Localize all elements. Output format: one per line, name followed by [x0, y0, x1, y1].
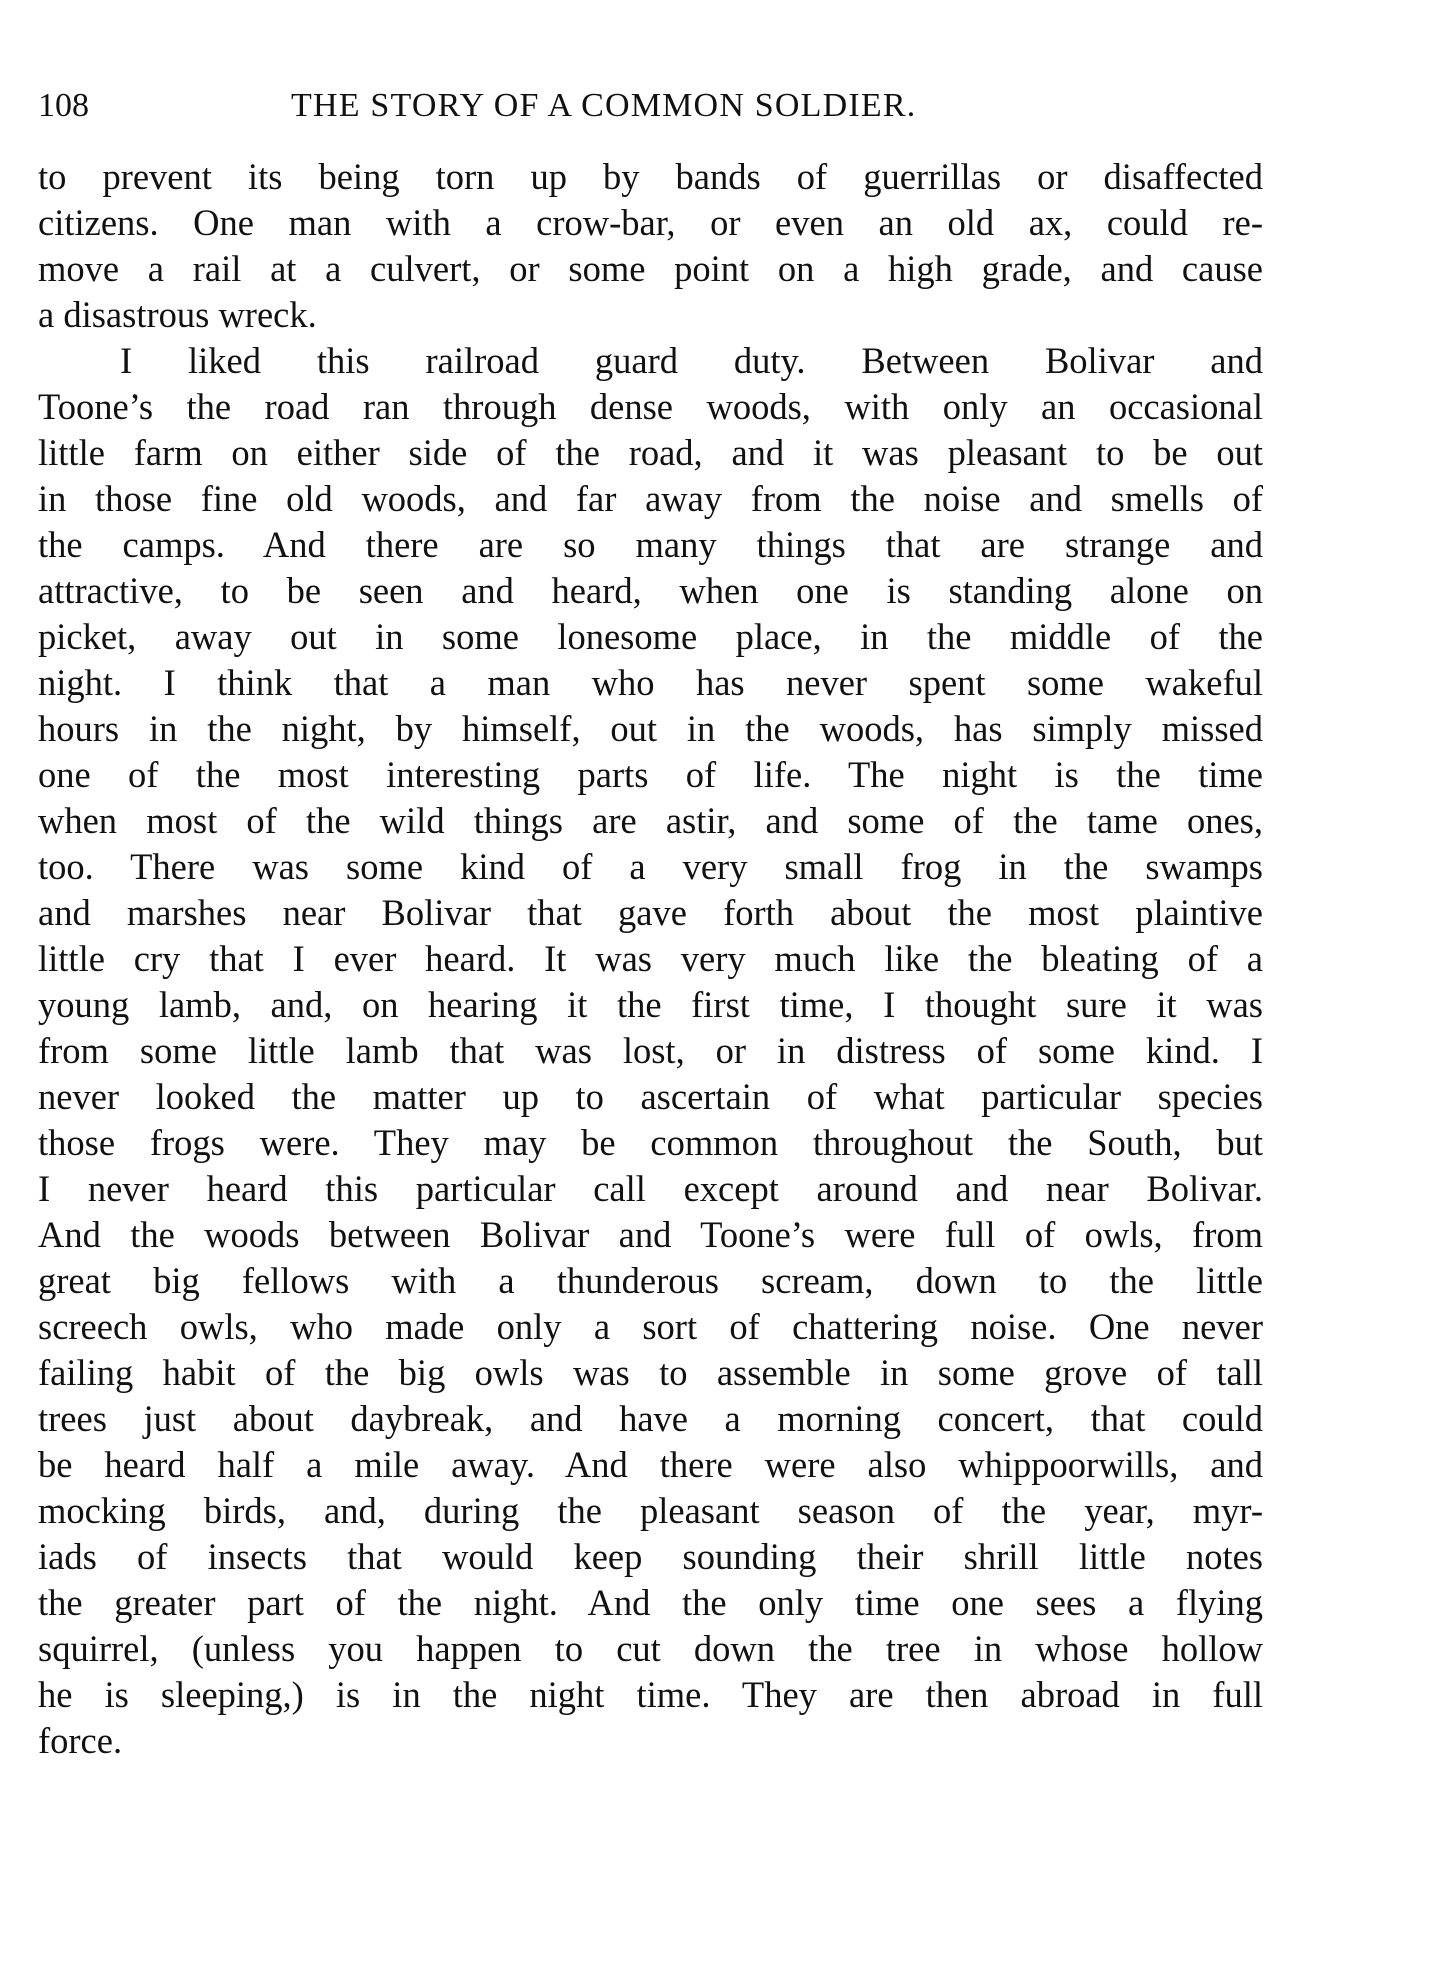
text-line: great big fellows with a thunderous scream, down to the little [38, 1260, 1263, 1301]
text-line: one of the most interesting parts of life. The night is the time [38, 754, 1263, 795]
text-line: those frogs were. They may be common throughout the South, but [38, 1122, 1263, 1163]
text-line: in those fine old woods, and far away from the noise and smells of [38, 478, 1263, 519]
running-head [38, 82, 1263, 130]
text-line: I never heard this particular call except around and near Bolivar. [38, 1168, 1263, 1209]
text-line: mocking birds, and, during the pleasant season of the year, myr- [38, 1490, 1263, 1531]
text-line: little cry that I ever heard. It was very much like the bleating of a [38, 938, 1263, 979]
text-line: force. [38, 1720, 123, 1761]
text-line: too. There was some kind of a very small frog in the swamps [38, 846, 1263, 887]
text-line: trees just about daybreak, and have a morning concert, that could [38, 1398, 1263, 1439]
text-line: iads of insects that would keep sounding their shrill little notes [38, 1536, 1263, 1577]
text-line: picket, away out in some lonesome place, in the middle of the [38, 616, 1263, 657]
text-line: the camps. And there are so many things that are strange and [38, 524, 1263, 565]
text-line: to prevent its being torn up by bands of guerrillas or disaffected [38, 156, 1263, 197]
text-line: attractive, to be seen and heard, when one is standing alone on [38, 570, 1263, 611]
text-line: move a rail at a culvert, or some point on a high grade, and cause [38, 248, 1263, 289]
text-line: hours in the night, by himself, out in the woods, has simply missed [38, 708, 1263, 749]
text-line: And the woods between Bolivar and Toone’s were full of owls, from [38, 1214, 1263, 1255]
text-line: screech owls, who made only a sort of chattering noise. One never [38, 1306, 1263, 1347]
text-line: citizens. One man with a crow-bar, or even an old ax, could re- [38, 202, 1263, 243]
text-line: little farm on either side of the road, and it was pleasant to be out [38, 432, 1263, 473]
text-line: young lamb, and, on hearing it the first time, I thought sure it was [38, 984, 1263, 1025]
text-line: squirrel, (unless you happen to cut down the tree in whose hollow [38, 1628, 1263, 1669]
running-title: THE STORY OF A COMMON SOLDIER. [291, 87, 917, 124]
text-line: Toone’s the road ran through dense woods, with only an occasional [38, 386, 1263, 427]
text-line: the greater part of the night. And the only time one sees a flying [38, 1582, 1263, 1623]
body-text [38, 154, 1263, 1764]
text-line: a disastrous wreck. [38, 294, 317, 335]
text-line: from some little lamb that was lost, or in distress of some kind. I [38, 1030, 1263, 1071]
text-line: I liked this railroad guard duty. Between Bolivar and [120, 340, 1263, 381]
text-line: failing habit of the big owls was to assemble in some grove of tall [38, 1352, 1263, 1393]
text-line: be heard half a mile away. And there were also whippoorwills, and [38, 1444, 1263, 1485]
text-line: when most of the wild things are astir, and some of the tame ones, [38, 800, 1263, 841]
text-line: and marshes near Bolivar that gave forth about the most plaintive [38, 892, 1263, 933]
page-number: 108 [38, 87, 89, 124]
text-line: night. I think that a man who has never spent some wakeful [38, 662, 1263, 703]
text-line: he is sleeping,) is in the night time. They are then abroad in full [38, 1674, 1263, 1715]
text-line: never looked the matter up to ascertain of what particular species [38, 1076, 1263, 1117]
